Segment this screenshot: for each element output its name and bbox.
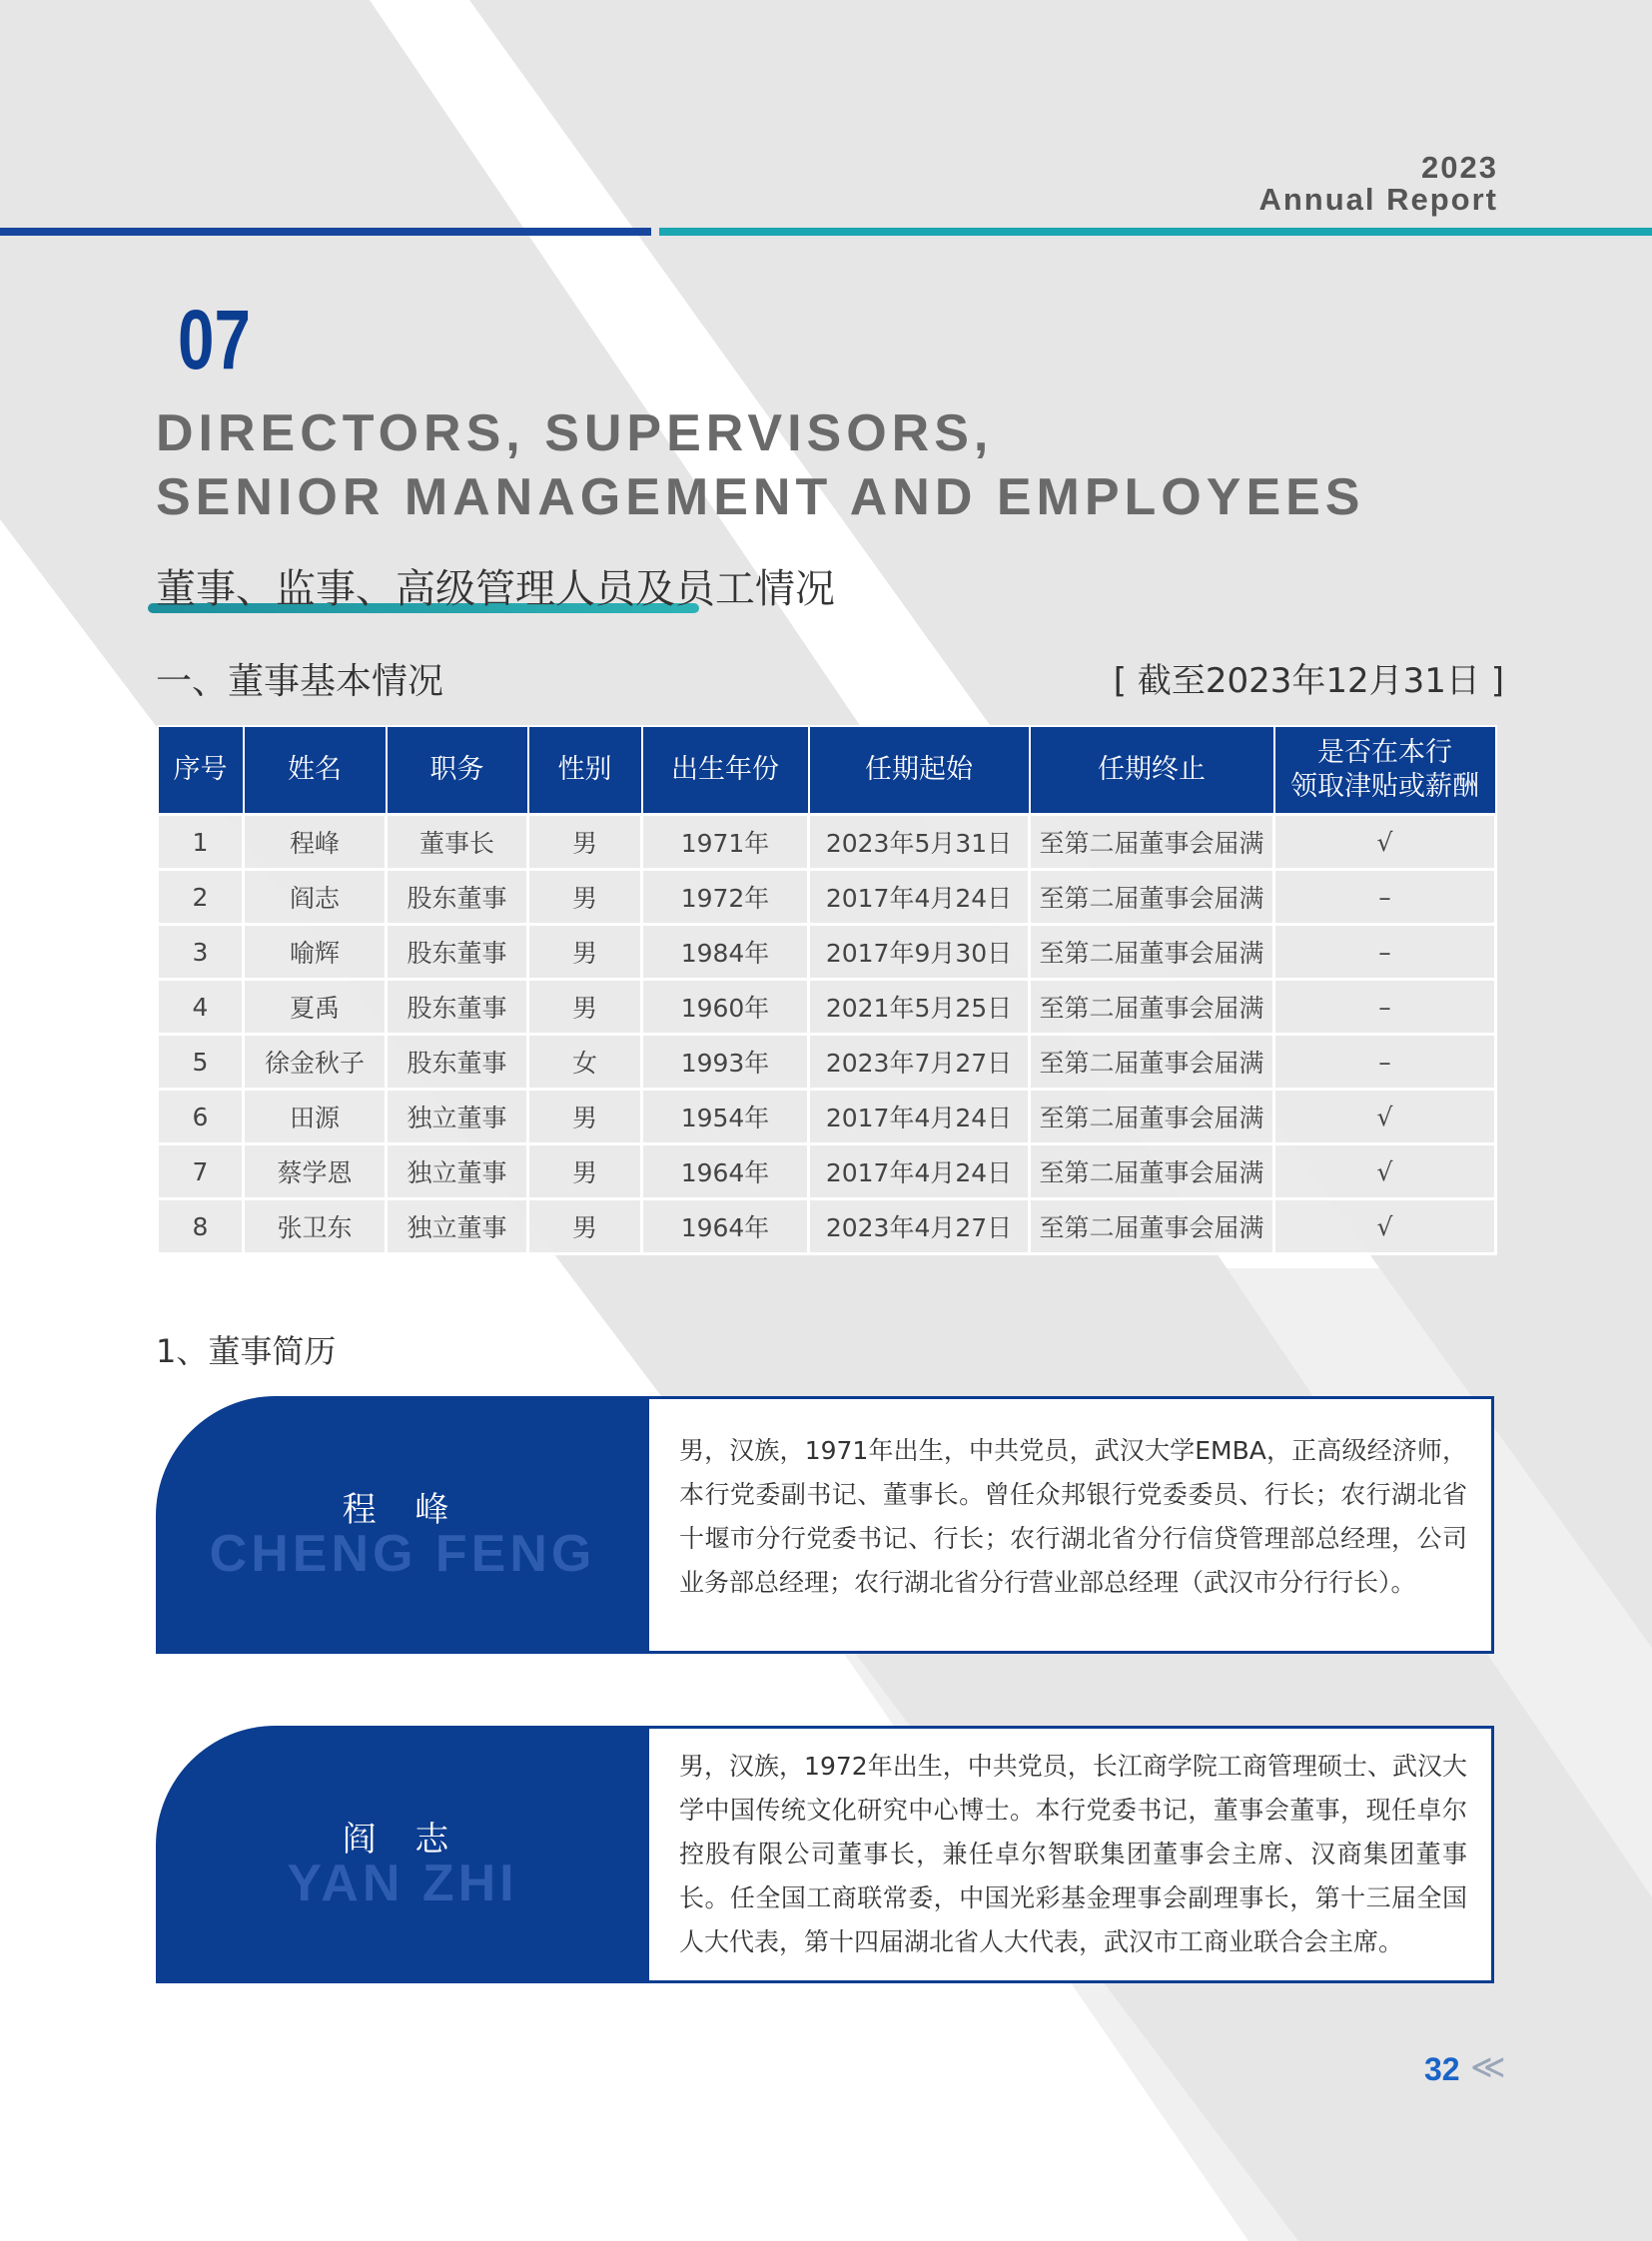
table-cell: 男 [528, 815, 642, 870]
profile-bio-panel [649, 1396, 1494, 1654]
table-cell: – [1274, 1035, 1496, 1090]
table-cell: 至第二届董事会届满 [1030, 815, 1274, 870]
header-cell-line2: 领取津贴或薪酬 [1290, 771, 1479, 802]
table-cell: 程峰 [244, 815, 387, 870]
table-cell: – [1274, 870, 1496, 925]
table-cell: 1971年 [642, 815, 809, 870]
chapter-title-en-line2: SENIOR MANAGEMENT AND EMPLOYEES [156, 468, 1365, 526]
table-cell: 4 [158, 980, 244, 1035]
table-row [158, 1090, 1496, 1144]
table-cell: 张卫东 [244, 1199, 387, 1254]
header-cell: 任期起始 [809, 726, 1030, 815]
table-cell: 7 [158, 1144, 244, 1199]
table-cell: 独立董事 [387, 1090, 528, 1144]
table-cell: – [1274, 980, 1496, 1035]
table-cell: 2021年5月25日 [809, 980, 1030, 1035]
table-cell: 2 [158, 870, 244, 925]
table-cell: 2017年4月24日 [809, 1144, 1030, 1199]
table-cell: 股东董事 [387, 925, 528, 980]
table-cell: 2023年5月31日 [809, 815, 1030, 870]
header-cell-salary [1274, 726, 1496, 815]
table-cell: 2017年4月24日 [809, 870, 1030, 925]
table-cell: 男 [528, 1144, 642, 1199]
table-cell: 股东董事 [387, 1035, 528, 1090]
table-cell: 徐金秋子 [244, 1035, 387, 1090]
table-cell: 独立董事 [387, 1199, 528, 1254]
table-cell: 2017年9月30日 [809, 925, 1030, 980]
profile-bio: 男，汉族，1972年出生，中共党员，长江商学院工商管理硕士、武汉大学中国传统文化研究中心博士。本行党委书记，董事会董事，现任卓尔控股有限公司董事长，兼任卓尔智联集团董事会主席、汉商集团董事长。任全国工商联常委，中国光彩基金理事会副理事长，第十三届全国人大代表，第十四届湖北省人大代表，武汉市工商业联合会主席。 [679, 1752, 1467, 1956]
table-cell: 男 [528, 925, 642, 980]
profile-name-panel [156, 1396, 649, 1654]
table-cell: 阎志 [244, 870, 387, 925]
page-number: 32 [1424, 2051, 1460, 2087]
table-row [158, 980, 1496, 1035]
profile-name-panel [156, 1726, 649, 1983]
table-cell: 至第二届董事会届满 [1030, 980, 1274, 1035]
table-cell: √ [1274, 1090, 1496, 1144]
table-cell: 1964年 [642, 1144, 809, 1199]
table-cell: 田源 [244, 1090, 387, 1144]
profile-name: 程 峰 [342, 1490, 463, 1530]
table-row [158, 1199, 1496, 1254]
table-cell: 1954年 [642, 1090, 809, 1144]
profile-name: 阎 志 [342, 1820, 463, 1860]
table-cell: 喻辉 [244, 925, 387, 980]
table-cell: 股东董事 [387, 980, 528, 1035]
table-cell: 1960年 [642, 980, 809, 1035]
header-cell: 姓名 [244, 726, 387, 815]
table-row [158, 1035, 1496, 1090]
subsection-heading: 1、董事简历 [156, 1332, 337, 1370]
profile-pinyin: CHENG FENG [209, 1525, 596, 1583]
table-cell: 夏禹 [244, 980, 387, 1035]
table-body [158, 815, 1496, 1254]
table-cell: √ [1274, 1144, 1496, 1199]
header-cell: 职务 [387, 726, 528, 815]
report-name: Annual Report [1258, 182, 1498, 217]
header-cell: 出生年份 [642, 726, 809, 815]
profile-bio: 男，汉族，1971年出生，中共党员，武汉大学EMBA，正高级经济师，本行党委副书记、董事长。曾任众邦银行党委委员、行长；农行湖北省十堰市分行党委书记、行长；农行湖北省分行信贷管理部总经理，公司业务部总经理；农行湖北省分行营业部总经理（武汉市分行行长）。 [679, 1436, 1467, 1597]
table-cell: 独立董事 [387, 1144, 528, 1199]
table-cell: 男 [528, 870, 642, 925]
header-cell: 序号 [158, 726, 244, 815]
table-cell: 1993年 [642, 1035, 809, 1090]
table-cell: 至第二届董事会届满 [1030, 925, 1274, 980]
directors-table [156, 725, 1497, 1255]
header-cell: 任期终止 [1030, 726, 1274, 815]
table-cell: 2017年4月24日 [809, 1090, 1030, 1144]
table-cell: 女 [528, 1035, 642, 1090]
table-cell: 3 [158, 925, 244, 980]
table-row [158, 870, 1496, 925]
table-cell: 至第二届董事会届满 [1030, 1199, 1274, 1254]
table-row [158, 1144, 1496, 1199]
table-cell: 1964年 [642, 1199, 809, 1254]
chapter-number: 07 [178, 293, 251, 386]
table-cell: 5 [158, 1035, 244, 1090]
header-cell-line1: 是否在本行 [1317, 737, 1452, 768]
section-as-of-date: [ 截至2023年12月31日 ] [1113, 661, 1504, 701]
table-cell: 男 [528, 980, 642, 1035]
table-cell: 董事长 [387, 815, 528, 870]
profile-card [156, 1726, 1494, 1983]
header-rule-teal [659, 228, 1652, 236]
section-heading: 一、董事基本情况 [156, 661, 444, 702]
table-cell: 至第二届董事会届满 [1030, 870, 1274, 925]
table-cell: 8 [158, 1199, 244, 1254]
table-cell: 2023年7月27日 [809, 1035, 1030, 1090]
report-year: 2023 [1421, 150, 1498, 185]
chapter-title-en [156, 401, 1365, 529]
table-cell: √ [1274, 815, 1496, 870]
table-cell: 至第二届董事会届满 [1030, 1035, 1274, 1090]
table-cell: 至第二届董事会届满 [1030, 1144, 1274, 1199]
table-cell: 蔡学恩 [244, 1144, 387, 1199]
chapter-title-cn: 董事、监事、高级管理人员及员工情况 [156, 566, 835, 612]
table-cell: 股东董事 [387, 870, 528, 925]
table-row [158, 925, 1496, 980]
header-rule-blue [0, 228, 651, 236]
table-cell: 1 [158, 815, 244, 870]
profile-card [156, 1396, 1494, 1654]
profile-bio-panel [649, 1726, 1494, 1983]
table-cell: 男 [528, 1090, 642, 1144]
table-cell: 6 [158, 1090, 244, 1144]
header-cell: 性别 [528, 726, 642, 815]
table-cell: 1972年 [642, 870, 809, 925]
chapter-title-en-line1: DIRECTORS, SUPERVISORS, [156, 404, 994, 462]
table-cell: 至第二届董事会届满 [1030, 1090, 1274, 1144]
table-cell: 1984年 [642, 925, 809, 980]
page-arrows-icon: ≪ [1470, 2047, 1506, 2087]
table-row [158, 815, 1496, 870]
table-cell: 2023年4月27日 [809, 1199, 1030, 1254]
table-cell: 男 [528, 1199, 642, 1254]
table-cell: √ [1274, 1199, 1496, 1254]
table-header-row [158, 726, 1496, 815]
table-cell: – [1274, 925, 1496, 980]
profile-pinyin: YAN ZHI [287, 1855, 518, 1912]
